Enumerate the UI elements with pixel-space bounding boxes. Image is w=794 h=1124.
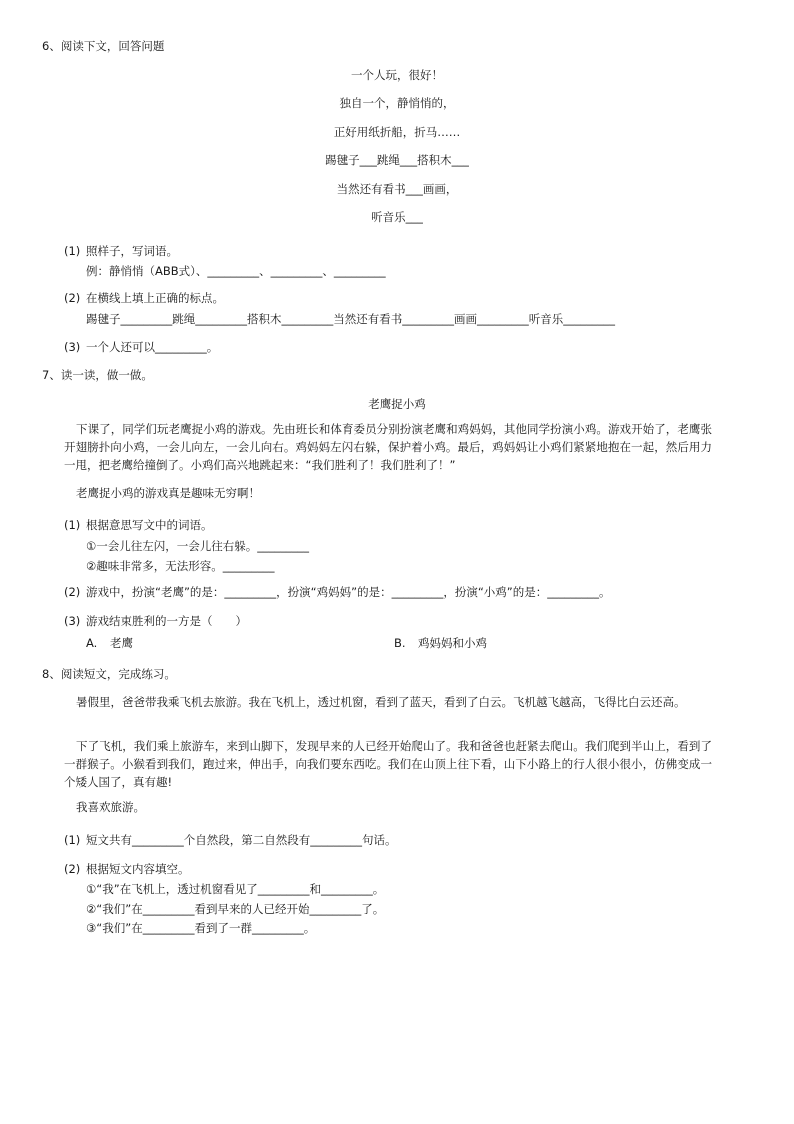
q8-sub2-text: 根据短文内容填空。 <box>86 862 190 876</box>
q6-sub1-label: (1) <box>64 244 81 258</box>
q8-paragraph-1: 暑假里，爸爸带我乘飞机去旅游。我在飞机上，透过机窗，看到了蓝天，看到了白云。飞机越飞越高，飞得比白云还高。 <box>76 695 686 709</box>
q7-option-b-label: B. <box>394 636 406 650</box>
q6-poem-line-3: 正好用纸折船，折马…… <box>333 125 461 139</box>
q6-poem-line-4: 踢毽子___跳绳___搭积木___ <box>325 153 469 167</box>
q6-poem-line-5: 当然还有看书___画画， <box>336 182 458 196</box>
q7-paragraph-1: 下课了，同学们玩老鹰捉小鸡的游戏。先由班长和体育委员分别扮演老鹰和鸡妈妈，其他同学扮演小鸡。游戏开始了，老鹰张开翅膀扑向小鸡，一会儿向左，一会儿向右。鸡妈妈左闪右躲，保护着小鸡。最后，鸡妈妈让小鸡们紧紧地抱在一起，然后用力一甩，把老鹰给撞倒了。小鸡们高兴地跳起来：“我们胜利了！我们胜利了！” <box>64 422 712 472</box>
q7-paragraph-2: 老鹰捉小鸡的游戏真是趣味无穷啊！ <box>76 486 260 500</box>
q8-paragraph-2: 下了飞机，我们乘上旅游车，来到山脚下，发现早来的人已经开始爬山了。我和爸爸也赶紧去爬山。我们爬到半山上，看到了一群猴子。小猴看到我们，跑过来，伸出手，向我们要东西吃。我们在山顶上往下看，山下小路上的行人很小很小，仿佛变成一个矮人国了，真有趣! <box>64 739 712 789</box>
q7-sub1-item-b: ②趣味非常多，无法形容。_________ <box>86 559 275 573</box>
q7-sub3-label: (3) <box>64 614 81 628</box>
q8-sub2-item-b: ②“我们”在_________看到早来的人已经开始_________了。 <box>86 902 385 916</box>
q6-poem-line-6: 听音乐___ <box>371 210 423 224</box>
q7-option-b-text: 鸡妈妈和小鸡 <box>418 636 487 650</box>
q6-sub1-example: 例：静悄悄（ABB式）、_________、_________、_________ <box>86 264 386 278</box>
q6-sub1-text: 照样子，写词语。 <box>86 244 178 258</box>
q7-sub2-text: 游戏中，扮演“老鹰”的是：_________，扮演“鸡妈妈”的是：_________，扮演“小鸡”的是：_________。 <box>86 585 611 599</box>
q6-poem-line-2: 独自一个，静悄悄的， <box>339 96 455 110</box>
q8-sub1-text: 短文共有_________个自然段，第二自然段有_________句话。 <box>86 833 397 847</box>
q6-poem-line-1: 一个人玩，很好！ <box>351 68 443 82</box>
q7-title: 老鹰捉小鸡 <box>368 397 426 411</box>
q8-sub1-label: (1) <box>64 833 81 847</box>
q6-sub2-text: 在横线上填上正确的标点。 <box>86 291 224 305</box>
q6-sub3-text: 一个人还可以_________。 <box>86 340 219 354</box>
q8-paragraph-3: 我喜欢旅游。 <box>76 800 145 814</box>
q6-sub3-label: (3) <box>64 340 81 354</box>
q7-sub1-label: (1) <box>64 518 81 532</box>
q7-sub1-item-a: ①一会儿往左闪，一会儿往右躲。_________ <box>86 539 310 553</box>
q7-option-a-text: 老鹰 <box>110 636 133 650</box>
q8-heading: 8、阅读短文，完成练习。 <box>42 667 176 681</box>
q7-sub2-label: (2) <box>64 585 81 599</box>
q6-sub2-line: 踢毽子_________跳绳_________搭积木_________当然还有看书_________画画_________听音乐_________ <box>86 312 615 326</box>
q7-sub1-text: 根据意思写文中的词语。 <box>86 518 213 532</box>
q6-heading: 6、阅读下文，回答问题 <box>42 39 165 53</box>
q6-sub2-label: (2) <box>64 291 81 305</box>
q7-option-a-label: A. <box>86 636 98 650</box>
q8-sub2-item-a: ①“我”在飞机上，透过机窗看见了_________和_________。 <box>86 882 385 896</box>
q8-sub2-item-c: ③“我们”在_________看到了一群_________。 <box>86 921 316 935</box>
q8-sub2-label: (2) <box>64 862 81 876</box>
q7-heading: 7、读一读，做一做。 <box>42 368 153 382</box>
q7-sub3-text: 游戏结束胜利的一方是（ ） <box>86 614 247 628</box>
